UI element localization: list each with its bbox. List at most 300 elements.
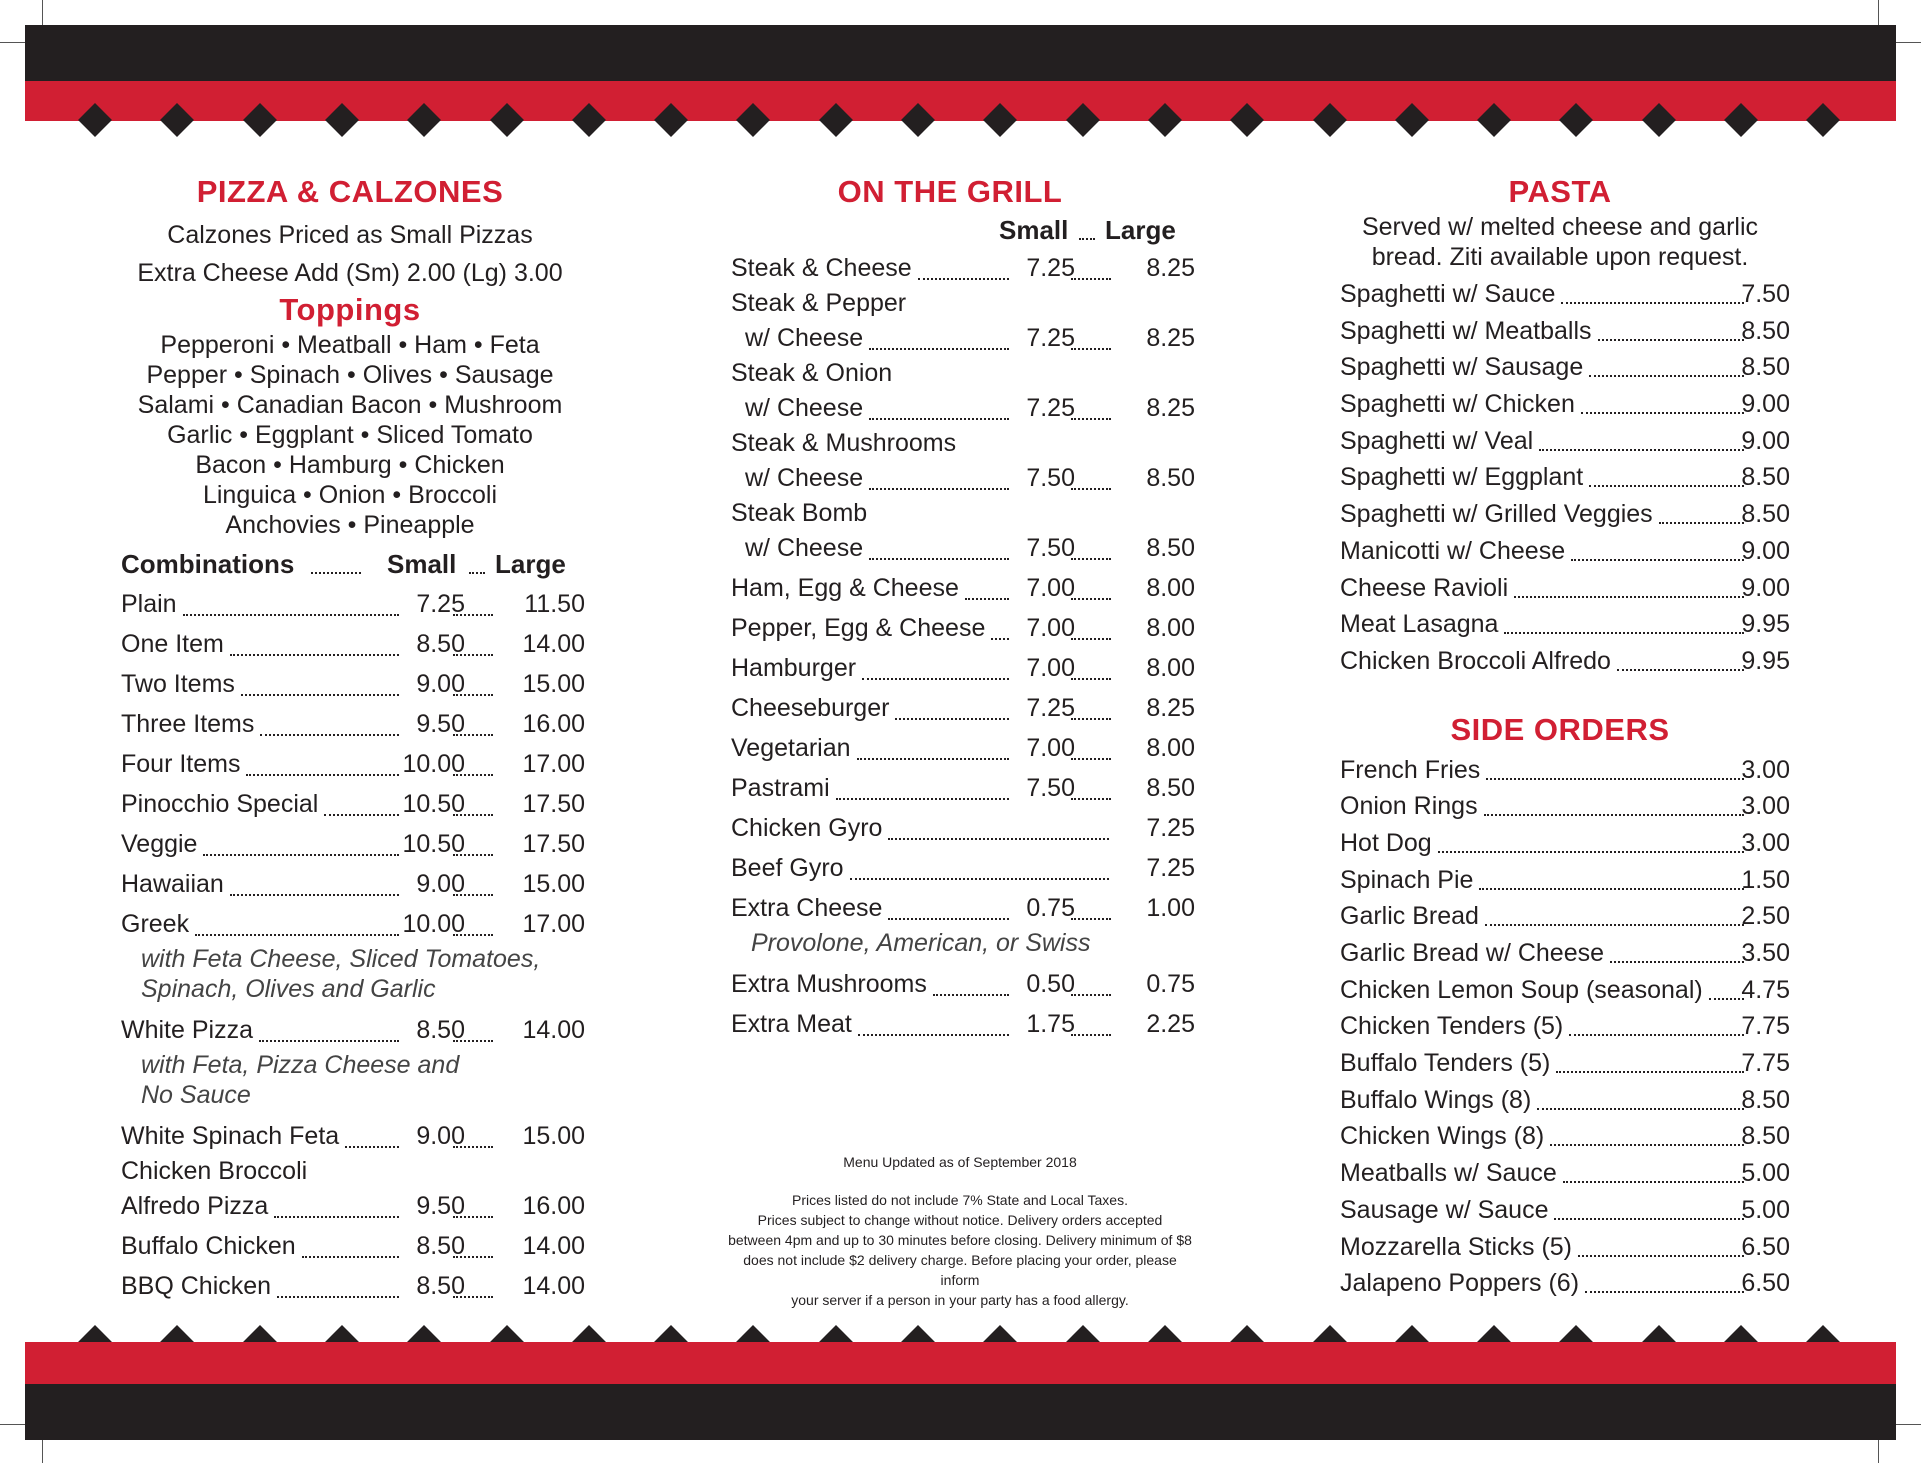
toppings-line: Salami • Canadian Bacon • Mushroom <box>137 391 563 419</box>
diamond-ornament <box>1477 103 1511 137</box>
large-price: 15.00 <box>522 1122 585 1150</box>
large-header: Large <box>1105 215 1176 245</box>
item-price: 3.50 <box>1741 939 1790 967</box>
menu-item-row <box>1340 1229 1790 1266</box>
diamond-ornament <box>654 103 688 137</box>
large-price: 0.75 <box>1146 970 1195 998</box>
leader-dots <box>274 1216 399 1218</box>
bottom-red-band <box>25 1342 1896 1384</box>
menu-item-name: Jalapeno Poppers (6) <box>1340 1269 1580 1298</box>
menu-item-name: Chicken Lemon Soup (seasonal) <box>1340 975 1703 1004</box>
item-price: 5.00 <box>1741 1195 1790 1224</box>
small-price: 7.25 <box>1026 694 1075 722</box>
large-price: 8.25 <box>1146 394 1195 422</box>
pizza-section <box>115 172 585 1306</box>
leader-dots <box>895 718 1009 720</box>
leader-dots <box>850 878 1109 880</box>
menu-item-name: Garlic Bread <box>1340 902 1479 931</box>
menu-item-name: Garlic Bread w/ Cheese <box>1340 939 1605 967</box>
menu-item-name: Spaghetti w/ Meatballs <box>1340 316 1592 345</box>
menu-item-row <box>115 1116 585 1156</box>
menu-item-name: Veggie <box>121 830 198 858</box>
leader-dots <box>918 278 1009 280</box>
crop-mark <box>0 42 25 43</box>
leader-dots <box>453 1256 493 1258</box>
menu-item-name: Mozzarella Sticks (5) <box>1340 1232 1572 1261</box>
menu-item-row <box>725 358 1195 428</box>
large-price: 8.25 <box>1146 254 1195 282</box>
toppings-line: Garlic • Eggplant • Sliced Tomato <box>167 421 533 449</box>
small-price: 9.00 <box>416 870 465 898</box>
small-price: 1.75 <box>1026 1010 1075 1038</box>
small-price: 10.50 <box>402 830 465 858</box>
leader-dots <box>469 572 485 574</box>
small-price: 7.25 <box>1026 394 1075 422</box>
menu-item-row <box>725 728 1195 768</box>
menu-item-row <box>115 664 585 704</box>
menu-item-name: w/ Cheese <box>745 394 864 422</box>
leader-dots <box>858 1034 1009 1036</box>
leader-dots <box>1556 1071 1744 1073</box>
menu-item-name: Meatballs w/ Sauce <box>1340 1159 1557 1188</box>
leader-dots <box>1071 638 1111 640</box>
menu-item-name: Buffalo Tenders (5) <box>1340 1049 1551 1078</box>
diamond-ornament <box>325 103 359 137</box>
menu-item-row <box>725 248 1195 288</box>
leader-dots <box>1571 559 1744 561</box>
leader-dots <box>453 614 493 616</box>
leader-dots <box>991 638 1009 640</box>
small-price: 9.50 <box>416 1192 465 1220</box>
menu-item-row <box>115 1156 585 1226</box>
menu-item-row <box>1340 533 1790 570</box>
leader-dots <box>1585 1291 1744 1293</box>
large-price: 11.50 <box>524 590 585 618</box>
leader-dots <box>246 774 399 776</box>
toppings-list <box>115 330 585 540</box>
menu-fine-print <box>725 1152 1195 1310</box>
diamond-ornament <box>819 103 853 137</box>
leader-dots <box>1589 485 1744 487</box>
item-price: 4.75 <box>1741 975 1790 1004</box>
leader-dots <box>302 1256 399 1258</box>
item-price: 6.50 <box>1741 1269 1790 1298</box>
menu-item-name: Onion Rings <box>1340 792 1478 821</box>
extra-cheese-note: Extra Cheese Add (Sm) 2.00 (Lg) 3.00 <box>137 259 563 287</box>
side-orders-title: SIDE ORDERS <box>1450 711 1670 747</box>
diamond-ornament <box>983 103 1017 137</box>
leader-dots <box>453 1040 493 1042</box>
leader-dots <box>1709 998 1744 1000</box>
leader-dots <box>862 678 1009 680</box>
crop-mark <box>1896 1424 1921 1425</box>
menu-item-name: Spaghetti w/ Veal <box>1340 426 1534 455</box>
large-price: 14.00 <box>522 630 585 658</box>
item-price: 9.00 <box>1741 426 1790 455</box>
leader-dots <box>453 1296 493 1298</box>
menu-item-name: Manicotti w/ Cheese <box>1340 536 1566 565</box>
menu-item-name: Meat Lasagna <box>1340 610 1499 639</box>
menu-item-name: Spaghetti w/ Eggplant <box>1340 463 1584 492</box>
menu-item-name: w/ Cheese <box>745 534 864 562</box>
menu-item-row <box>725 428 1195 498</box>
diamond-ornament <box>160 103 194 137</box>
small-price: 7.50 <box>1026 774 1075 802</box>
diamond-ornament <box>243 103 277 137</box>
item-price: 7.75 <box>1741 1049 1790 1078</box>
menu-item-row <box>725 808 1195 848</box>
leader-dots <box>1561 302 1744 304</box>
large-price: 17.50 <box>522 790 585 818</box>
menu-item-name: Spaghetti w/ Chicken <box>1340 390 1575 419</box>
leader-dots <box>203 854 399 856</box>
menu-item-name: Three Items <box>121 710 255 738</box>
menu-item-row <box>725 648 1195 688</box>
item-price: 9.00 <box>1741 390 1790 419</box>
menu-item-name: Spinach Pie <box>1340 865 1474 894</box>
leader-dots <box>1539 449 1744 451</box>
menu-item-name-line1: Steak & Mushrooms <box>731 429 957 457</box>
pasta-section <box>1340 172 1790 1302</box>
menu-item-note: Spinach, Olives and Garlic <box>141 975 436 1003</box>
item-price: 9.00 <box>1741 573 1790 602</box>
leader-dots <box>869 418 1009 420</box>
menu-item-row <box>725 888 1195 928</box>
menu-item-row <box>1340 276 1790 313</box>
leader-dots <box>453 814 493 816</box>
toppings-line: Pepper • Spinach • Olives • Sausage <box>146 361 554 389</box>
menu-item-row <box>115 624 585 664</box>
small-price: 9.00 <box>416 1122 465 1150</box>
leader-dots <box>1071 488 1111 490</box>
leader-dots <box>260 734 399 736</box>
menu-item-row <box>1340 825 1790 862</box>
menu-item-row <box>1340 606 1790 643</box>
menu-item-name: White Pizza <box>121 1016 253 1044</box>
leader-dots <box>453 894 493 896</box>
menu-item-row <box>1340 752 1790 789</box>
menu-item-name: Cheese Ravioli <box>1340 573 1509 602</box>
small-price: 9.00 <box>416 670 465 698</box>
menu-item-row <box>1340 1118 1790 1155</box>
menu-item-row <box>725 768 1195 808</box>
item-price: 8.50 <box>1741 1085 1790 1114</box>
menu-item-name: Extra Meat <box>731 1010 852 1038</box>
diamond-ornament <box>1559 103 1593 137</box>
item-price: 6.50 <box>1741 1232 1790 1261</box>
large-price: 8.00 <box>1146 734 1195 762</box>
large-price: 14.00 <box>522 1232 585 1260</box>
leader-dots <box>230 654 399 656</box>
leader-dots <box>1569 1034 1744 1036</box>
item-price: 2.50 <box>1741 902 1790 931</box>
item-price: 9.95 <box>1741 610 1790 639</box>
leader-dots <box>888 838 1109 840</box>
menu-item-note: with Feta Cheese, Sliced Tomatoes, <box>141 945 541 973</box>
menu-item-row <box>115 704 585 744</box>
menu-item-row <box>1340 862 1790 899</box>
leader-dots <box>1610 961 1744 963</box>
small-price: 7.50 <box>1026 464 1075 492</box>
large-price: 17.00 <box>522 750 585 778</box>
menu-item-note: No Sauce <box>141 1081 251 1109</box>
leader-dots <box>453 654 493 656</box>
menu-item-name: w/ Cheese <box>745 324 864 352</box>
pasta-description: Served w/ melted cheese and garlic <box>1361 213 1759 241</box>
leader-dots <box>183 614 399 616</box>
leader-dots <box>933 994 1009 996</box>
menu-item-row <box>1340 386 1790 423</box>
menu-item-row <box>115 1010 585 1050</box>
item-price: 9.00 <box>1741 536 1790 565</box>
leader-dots <box>1071 348 1111 350</box>
menu-item-name: Spaghetti w/ Grilled Veggies <box>1340 500 1653 529</box>
item-price: 3.00 <box>1741 792 1790 821</box>
leader-dots <box>1581 412 1744 414</box>
diamond-ornament <box>407 103 441 137</box>
leader-dots <box>1071 718 1111 720</box>
menu-item-row <box>1340 788 1790 825</box>
menu-item-name: Four Items <box>121 750 241 778</box>
leader-dots <box>1617 669 1744 671</box>
large-price: 8.00 <box>1146 654 1195 682</box>
large-price: 7.25 <box>1146 814 1195 842</box>
leader-dots <box>1071 278 1111 280</box>
menu-item-row <box>1340 643 1790 680</box>
large-price: 8.25 <box>1146 694 1195 722</box>
leader-dots <box>453 774 493 776</box>
pizza-title: PIZZA & CALZONES <box>196 174 504 209</box>
combinations-header <box>115 544 585 584</box>
toppings-title: Toppings <box>279 292 421 327</box>
combinations-label: Combinations <box>121 549 295 579</box>
menu-item-row <box>1340 313 1790 350</box>
pasta-description: bread. Ziti available upon request. <box>1371 243 1749 271</box>
leader-dots <box>869 348 1009 350</box>
leader-dots <box>1504 632 1744 634</box>
calzones-note: Calzones Priced as Small Pizzas <box>167 221 533 249</box>
large-price: 2.25 <box>1146 1010 1195 1038</box>
menu-item-name: Hamburger <box>731 654 857 682</box>
crop-mark <box>1896 42 1921 43</box>
menu-item-name: Sausage w/ Sauce <box>1340 1195 1549 1224</box>
menu-item-name: Spaghetti w/ Sausage <box>1340 353 1584 382</box>
large-price: 14.00 <box>522 1016 585 1044</box>
diamond-ornament <box>572 103 606 137</box>
menu-item-row <box>1340 349 1790 386</box>
leader-dots <box>857 758 1009 760</box>
menu-item-row <box>725 568 1195 608</box>
top-diamond-border <box>0 97 1921 143</box>
small-price: 7.50 <box>1026 534 1075 562</box>
crop-mark <box>0 1424 25 1425</box>
leader-dots <box>1438 851 1744 853</box>
menu-item-note: Provolone, American, or Swiss <box>751 929 1091 957</box>
menu-item-name: White Spinach Feta <box>121 1122 340 1150</box>
toppings-line: Bacon • Hamburg • Chicken <box>195 451 505 479</box>
menu-item-name-line1: Steak & Onion <box>731 359 893 387</box>
leader-dots <box>453 734 493 736</box>
leader-dots <box>277 1296 399 1298</box>
leader-dots <box>324 814 399 816</box>
small-price: 9.50 <box>416 710 465 738</box>
menu-item-name: Ham, Egg & Cheese <box>731 574 959 602</box>
large-price: 8.50 <box>1146 534 1195 562</box>
item-price: 1.50 <box>1741 865 1790 894</box>
menu-item-row <box>1340 1045 1790 1082</box>
leader-dots <box>1071 418 1111 420</box>
diamond-ornament <box>1724 103 1758 137</box>
leader-dots <box>869 488 1009 490</box>
menu-item-name: Chicken Gyro <box>731 814 883 842</box>
grill-section <box>725 172 1195 1308</box>
leader-dots <box>869 558 1009 560</box>
leader-dots <box>836 798 1009 800</box>
leader-dots <box>1550 1144 1744 1146</box>
menu-item-row <box>1340 496 1790 533</box>
menu-item-row <box>725 498 1195 568</box>
leader-dots <box>1071 558 1111 560</box>
menu-item-row <box>115 1226 585 1266</box>
large-price: 16.00 <box>522 1192 585 1220</box>
diamond-ornament <box>1395 103 1429 137</box>
menu-item-row <box>115 904 585 944</box>
menu-item-name-line1: Steak & Pepper <box>731 289 907 317</box>
large-price: 8.00 <box>1146 614 1195 642</box>
leader-dots <box>1071 678 1111 680</box>
menu-item-name: One Item <box>121 630 224 658</box>
small-price: 0.75 <box>1026 894 1075 922</box>
large-price: 16.00 <box>522 710 585 738</box>
grill-price-list <box>725 248 1195 1044</box>
large-price: 7.25 <box>1146 854 1195 882</box>
diamond-ornament <box>1313 103 1347 137</box>
leader-dots <box>453 1146 493 1148</box>
diamond-ornament <box>1230 103 1264 137</box>
menu-item-name: Chicken Tenders (5) <box>1340 1012 1564 1041</box>
leader-dots <box>1484 814 1744 816</box>
menu-item-row <box>115 864 585 904</box>
menu-item-name: Vegetarian <box>731 734 851 762</box>
fine-print-line: does not include $2 delivery charge. Before placing your order, please inform <box>743 1252 1177 1288</box>
small-price: 8.50 <box>416 630 465 658</box>
menu-item-name: Pepper, Egg & Cheese <box>731 614 986 642</box>
small-price: 7.00 <box>1026 574 1075 602</box>
diamond-ornament <box>78 103 112 137</box>
large-price: 17.00 <box>522 910 585 938</box>
crop-mark <box>1878 0 1879 25</box>
leader-dots <box>1071 1034 1111 1036</box>
leader-dots <box>195 934 399 936</box>
menu-item-row <box>1340 935 1790 972</box>
diamond-ornament <box>736 103 770 137</box>
menu-item-row <box>1340 570 1790 607</box>
small-price: 10.50 <box>402 790 465 818</box>
leader-dots <box>241 694 399 696</box>
menu-item-row <box>115 1266 585 1306</box>
large-price: 17.50 <box>522 830 585 858</box>
menu-item-row <box>1340 459 1790 496</box>
leader-dots <box>888 918 1009 920</box>
leader-dots <box>1598 339 1744 341</box>
item-price: 8.50 <box>1741 463 1790 492</box>
menu-item-name: Chicken Wings (8) <box>1340 1122 1545 1151</box>
menu-item-name: Alfredo Pizza <box>121 1192 269 1220</box>
leader-dots <box>1486 778 1744 780</box>
menu-item-row <box>725 848 1195 888</box>
large-price: 8.25 <box>1146 324 1195 352</box>
top-black-band <box>25 25 1896 81</box>
leader-dots <box>1578 1255 1744 1257</box>
large-price: 15.00 <box>522 870 585 898</box>
menu-item-row <box>725 288 1195 358</box>
menu-item-name: Extra Cheese <box>731 894 883 922</box>
leader-dots <box>1071 918 1111 920</box>
pasta-price-list <box>1340 276 1790 680</box>
menu-item-name: Cheeseburger <box>731 694 890 722</box>
menu-item-name: BBQ Chicken <box>121 1272 272 1300</box>
small-price: 10.00 <box>402 910 465 938</box>
menu-item-name: Spaghetti w/ Sauce <box>1340 280 1556 308</box>
menu-item-row <box>115 824 585 864</box>
small-price: 7.25 <box>1026 324 1075 352</box>
item-price: 3.00 <box>1741 828 1790 857</box>
menu-item-name: Extra Mushrooms <box>731 970 927 998</box>
small-price: 7.25 <box>1026 254 1075 282</box>
menu-item-row <box>1340 1155 1790 1192</box>
large-price: 14.00 <box>522 1272 585 1300</box>
diamond-ornament <box>901 103 935 137</box>
leader-dots <box>453 934 493 936</box>
menu-item-name: Steak & Cheese <box>731 254 912 282</box>
item-price: 8.50 <box>1741 316 1790 345</box>
small-header: Small <box>999 215 1069 245</box>
menu-item-row <box>1340 898 1790 935</box>
leader-dots <box>1071 798 1111 800</box>
menu-updated-note: Menu Updated as of September 2018 <box>843 1154 1077 1170</box>
toppings-line: Pepperoni • Meatball • Ham • Feta <box>160 331 540 359</box>
menu-item-name: Beef Gyro <box>731 854 844 882</box>
diamond-ornament <box>1066 103 1100 137</box>
menu-item-name: Buffalo Chicken <box>121 1232 296 1260</box>
menu-item-row <box>1340 972 1790 1009</box>
grill-title: ON THE GRILL <box>837 174 1063 209</box>
item-price: 7.50 <box>1741 280 1790 308</box>
leader-dots <box>1563 1181 1744 1183</box>
item-price: 3.00 <box>1741 755 1790 784</box>
menu-item-name-line1: Chicken Broccoli <box>121 1157 308 1185</box>
small-price: 7.00 <box>1026 654 1075 682</box>
leader-dots <box>1071 598 1111 600</box>
leader-dots <box>230 894 399 896</box>
menu-item-row <box>1340 1265 1790 1302</box>
small-price: 7.00 <box>1026 734 1075 762</box>
bottom-black-band <box>25 1384 1896 1440</box>
large-price: 8.50 <box>1146 464 1195 492</box>
menu-item-row <box>725 964 1195 1004</box>
menu-item-row <box>1340 1008 1790 1045</box>
small-price: 8.50 <box>416 1232 465 1260</box>
item-price: 7.75 <box>1741 1012 1790 1041</box>
small-price: 7.25 <box>416 590 465 618</box>
crop-mark <box>1878 1440 1879 1463</box>
menu-item-name: Hawaiian <box>121 870 224 898</box>
menu-item-row <box>115 584 585 624</box>
menu-item-row <box>725 608 1195 648</box>
large-price: 8.00 <box>1146 574 1195 602</box>
leader-dots <box>1514 596 1744 598</box>
leader-dots <box>1485 924 1744 926</box>
